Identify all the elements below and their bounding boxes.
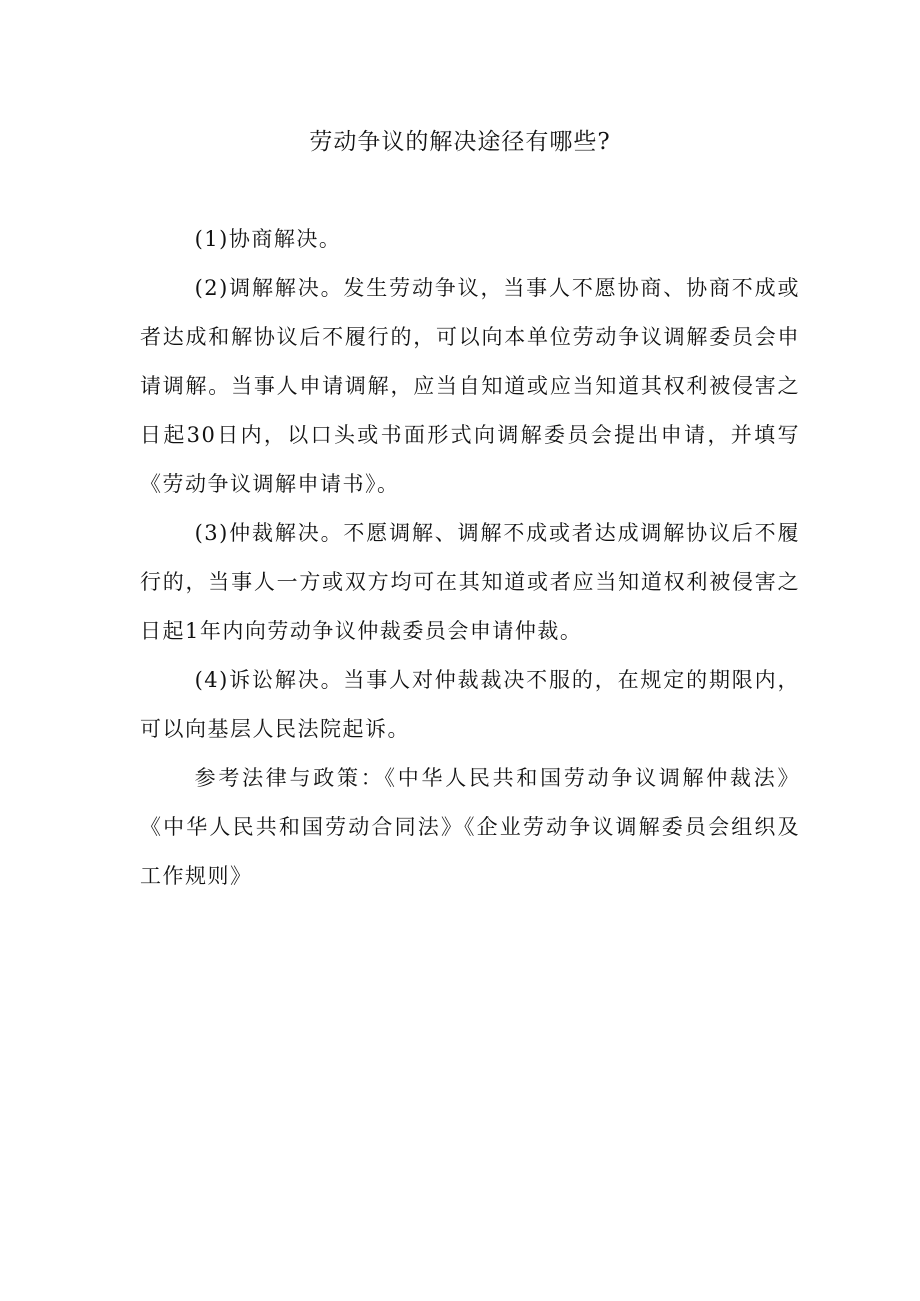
paragraph-references: 参考法律与政策：《中华人民共和国劳动争议调解仲裁法》《中华人民共和国劳动合同法》《企业劳动争议调解委员会组织及工作规则》 — [140, 766, 800, 888]
document-body — [140, 215, 800, 901]
paragraph-arbitration: (3)仲裁解决。不愿调解、调解不成或者达成调解协议后不履行的，当事人一方或双方均可在其知道或者应当知道权利被侵害之日起1年内向劳动争议仲裁委员会申请仲裁。 — [140, 521, 800, 643]
document-title: 劳动争议的解决途径有哪些? — [309, 129, 611, 155]
paragraph-negotiation: (1)协商解决。 — [194, 227, 342, 251]
paragraph-litigation: (4)诉讼解决。当事人对仲裁裁决不服的，在规定的期限内，可以向基层人民法院起诉。 — [140, 668, 800, 741]
paragraph-mediation: (2)调解解决。发生劳动争议，当事人不愿协商、协商不成或者达成和解协议后不履行的，可以向本单位劳动争议调解委员会申请调解。当事人申请调解，应当自知道或应当知道其权利被侵害之日起30日内，以口头或书面形式向调解委员会提出申请，并填写《劳动争议调解申请书》。 — [140, 276, 800, 496]
